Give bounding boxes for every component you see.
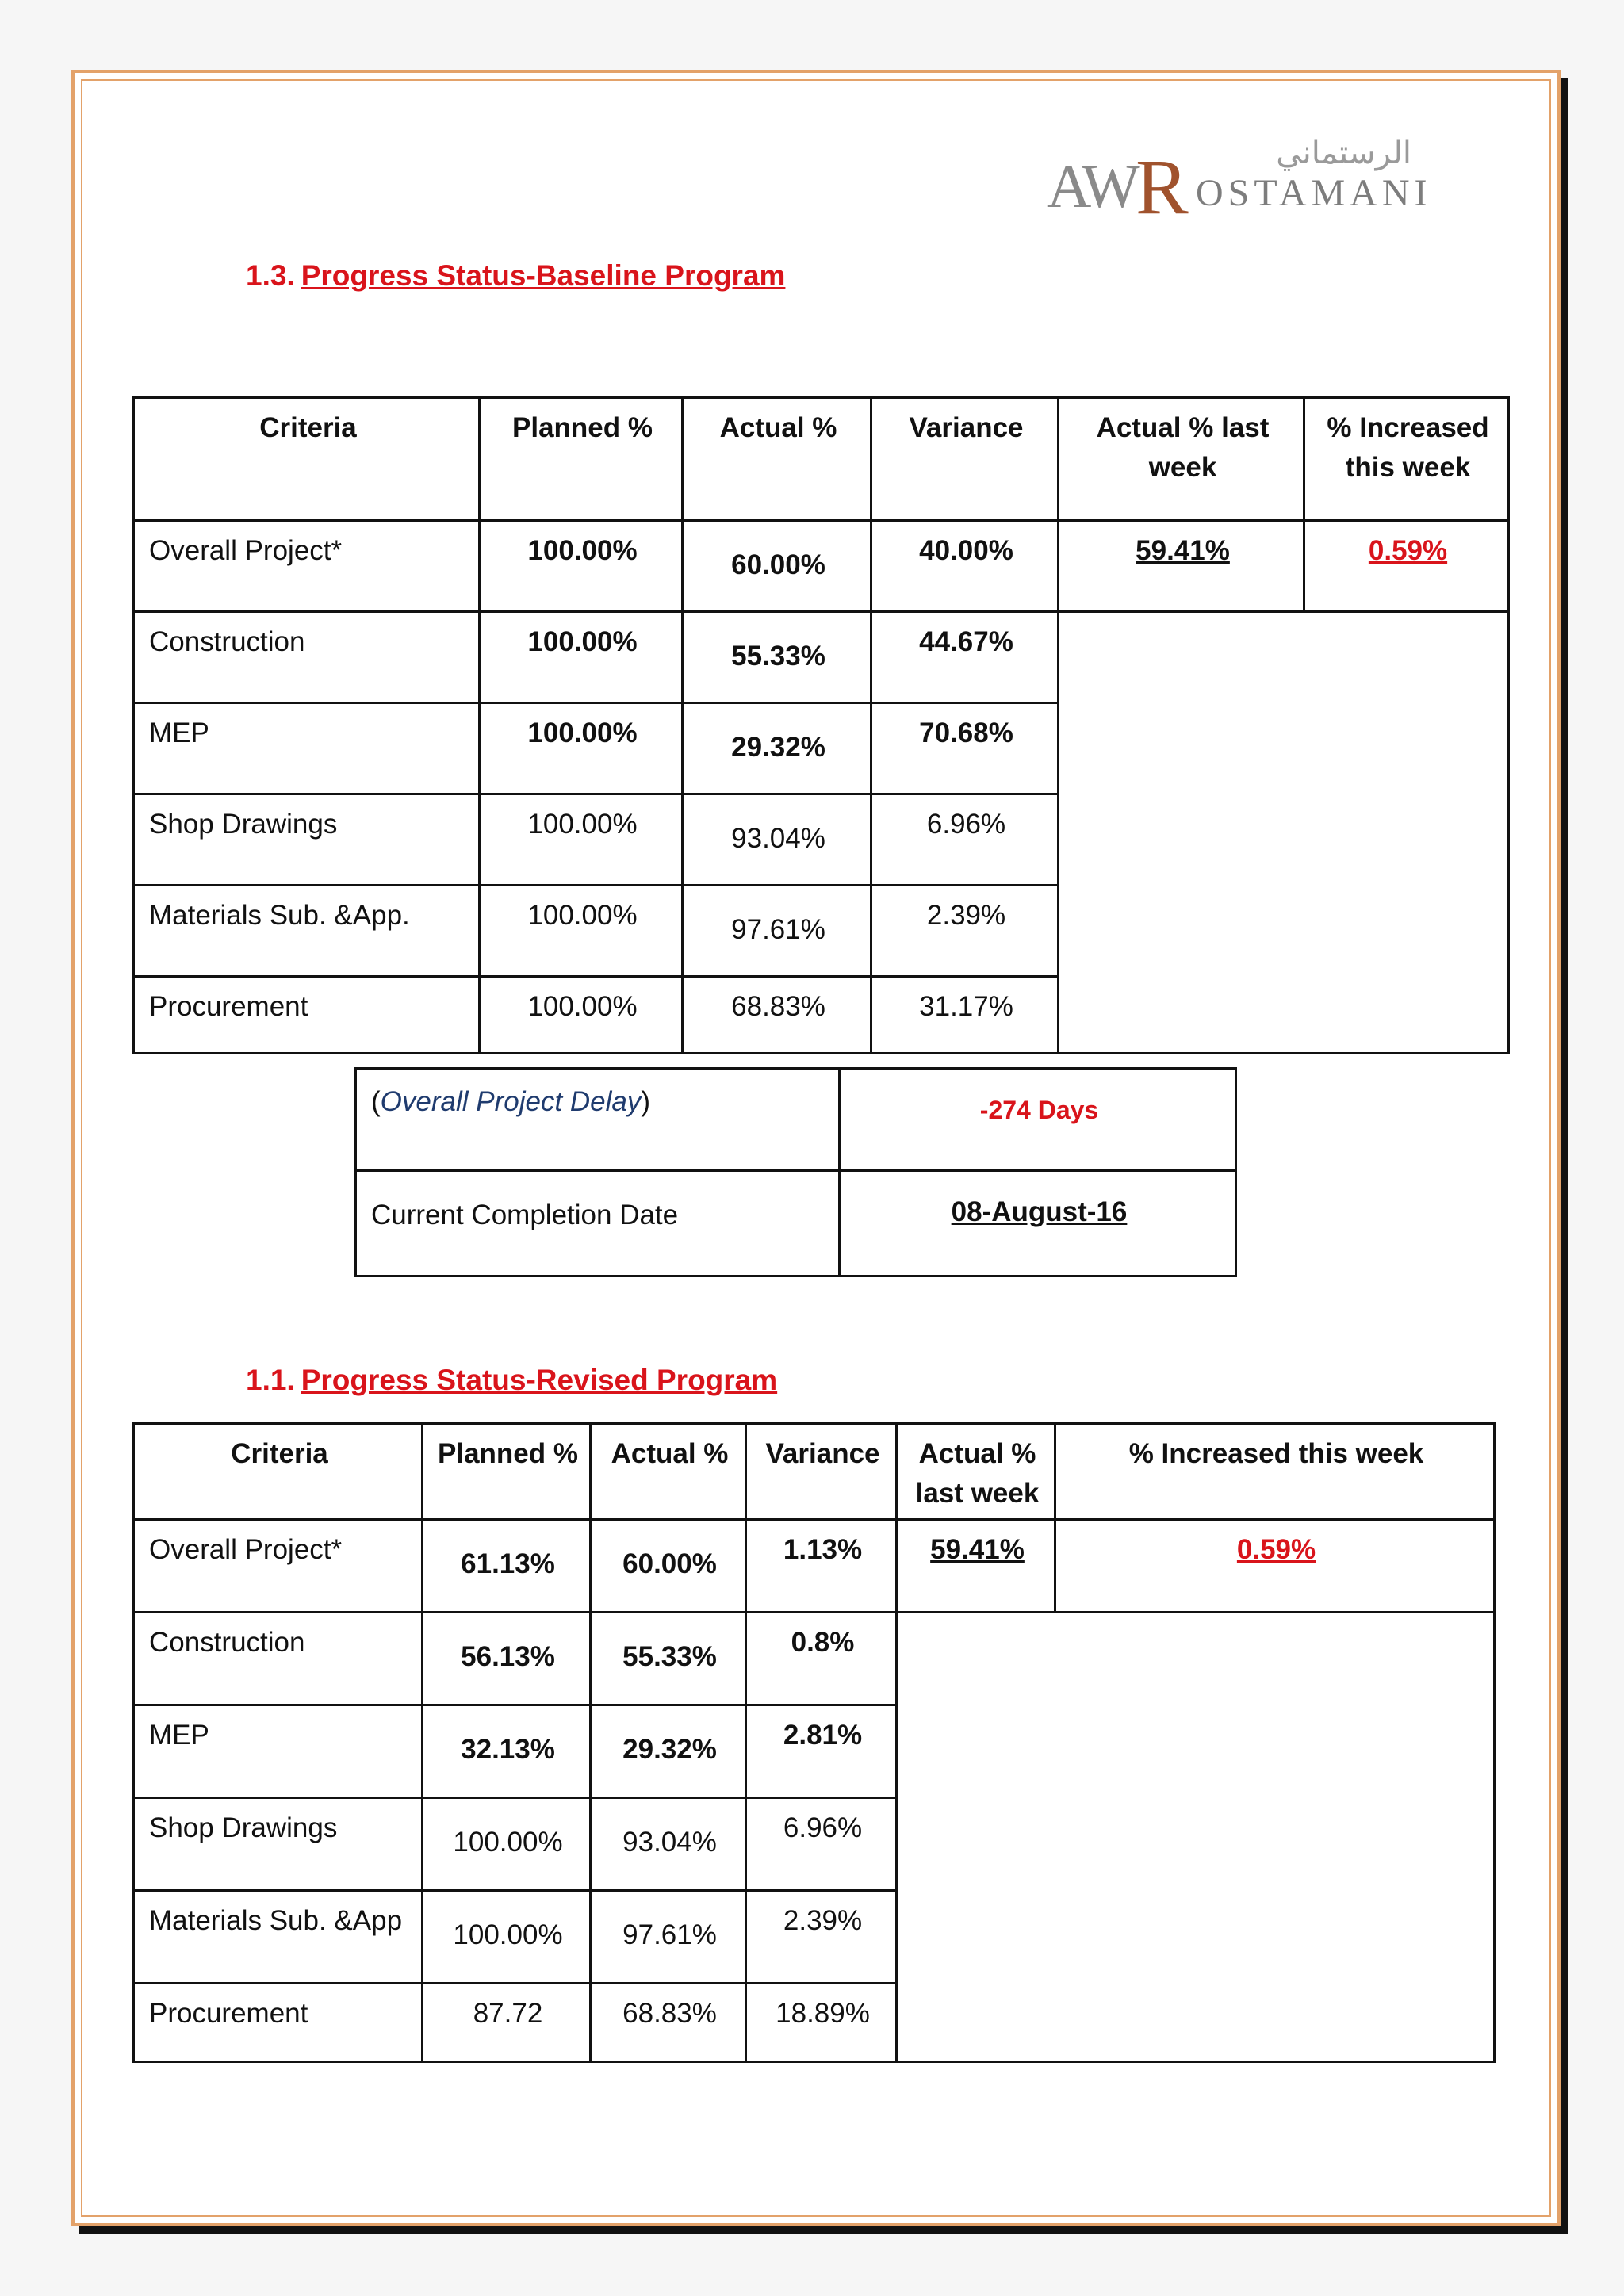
header-increased-this-week: % Increased this week — [1055, 1424, 1495, 1520]
logo-arabic-text: الرستماني — [1276, 135, 1411, 171]
logo-aw: AW — [1047, 151, 1136, 220]
cell-variance: 40.00% — [871, 521, 1059, 612]
baseline-progress-table — [132, 396, 1510, 1054]
cell-increased-this-week: 0.59% — [1055, 1520, 1495, 1613]
table-row — [356, 1171, 1236, 1276]
cell-actual-last-week: 59.41% — [897, 1520, 1055, 1613]
cell-planned: 100.00% — [480, 612, 683, 703]
completion-date: 08-August-16 — [840, 1171, 1236, 1276]
cell-actual: 97.61% — [683, 886, 871, 977]
cell-planned: 100.00% — [423, 1891, 591, 1984]
cell-criteria: Shop Drawings — [134, 794, 480, 886]
header-variance: Variance — [746, 1424, 897, 1520]
header-criteria: Criteria — [134, 398, 480, 521]
section-number: 1.3. — [246, 259, 295, 292]
cell-planned: 61.13% — [423, 1520, 591, 1613]
cell-criteria: Construction — [134, 1613, 423, 1705]
cell-planned: 87.72 — [423, 1984, 591, 2062]
cell-criteria: Construction — [134, 612, 480, 703]
cell-variance: 2.39% — [746, 1891, 897, 1984]
logo-word: OSTAMANI — [1196, 172, 1432, 214]
table-row — [134, 1520, 1495, 1613]
table-row — [356, 1069, 1236, 1171]
table-row — [134, 521, 1509, 612]
header-actual: Actual % — [683, 398, 871, 521]
delay-label-cell — [356, 1069, 840, 1171]
paren-close: ) — [641, 1086, 651, 1117]
cell-increased-this-week: 0.59% — [1304, 521, 1509, 612]
cell-variance: 6.96% — [746, 1798, 897, 1891]
section-title: Progress Status-Baseline Program — [301, 259, 786, 292]
cell-variance: 1.13% — [746, 1520, 897, 1613]
cell-actual: 97.61% — [591, 1891, 746, 1984]
cell-planned: 100.00% — [480, 521, 683, 612]
completion-label: Current Completion Date — [356, 1171, 840, 1276]
table-header-row — [134, 1424, 1495, 1520]
section-heading-baseline — [246, 259, 785, 293]
delay-label: Overall Project Delay — [380, 1086, 642, 1117]
cell-variance: 6.96% — [871, 794, 1059, 886]
cell-actual: 60.00% — [591, 1520, 746, 1613]
company-logo — [1047, 135, 1432, 231]
header-actual: Actual % — [591, 1424, 746, 1520]
cell-actual: 55.33% — [683, 612, 871, 703]
cell-criteria: Procurement — [134, 977, 480, 1054]
header-variance: Variance — [871, 398, 1059, 521]
cell-criteria: MEP — [134, 703, 480, 794]
cell-criteria: Overall Project* — [134, 1520, 423, 1613]
table-header-row — [134, 398, 1509, 521]
cell-actual: 29.32% — [591, 1705, 746, 1798]
header-planned: Planned % — [423, 1424, 591, 1520]
cell-criteria: Materials Sub. &App. — [134, 886, 480, 977]
cell-variance: 18.89% — [746, 1984, 897, 2062]
cell-variance: 2.81% — [746, 1705, 897, 1798]
delay-value: -274 Days — [840, 1069, 1236, 1171]
cell-criteria: MEP — [134, 1705, 423, 1798]
cell-actual: 68.83% — [683, 977, 871, 1054]
cell-planned: 56.13% — [423, 1613, 591, 1705]
cell-actual: 93.04% — [591, 1798, 746, 1891]
cell-actual-last-week: 59.41% — [1059, 521, 1304, 612]
header-planned: Planned % — [480, 398, 683, 521]
section-title: Progress Status-Revised Program — [301, 1364, 778, 1396]
cell-criteria: Materials Sub. &App — [134, 1891, 423, 1984]
cell-planned: 100.00% — [480, 703, 683, 794]
table-row — [134, 612, 1509, 703]
empty-merged-cell — [897, 1613, 1495, 2062]
cell-planned: 100.00% — [480, 794, 683, 886]
cell-variance: 2.39% — [871, 886, 1059, 977]
empty-merged-cell — [1059, 612, 1509, 1054]
cell-planned: 100.00% — [480, 886, 683, 977]
cell-planned: 100.00% — [480, 977, 683, 1054]
header-actual-last-week: Actual % last week — [897, 1424, 1055, 1520]
cell-variance: 0.8% — [746, 1613, 897, 1705]
paren-open: ( — [371, 1086, 381, 1117]
section-heading-revised — [246, 1364, 777, 1397]
section-number: 1.1. — [246, 1364, 295, 1396]
header-increased-this-week: % Increased this week — [1304, 398, 1509, 521]
cell-planned: 32.13% — [423, 1705, 591, 1798]
header-actual-last-week: Actual % last week — [1059, 398, 1304, 521]
cell-actual: 93.04% — [683, 794, 871, 886]
table-row — [134, 1613, 1495, 1705]
cell-criteria: Shop Drawings — [134, 1798, 423, 1891]
cell-variance: 70.68% — [871, 703, 1059, 794]
cell-variance: 31.17% — [871, 977, 1059, 1054]
cell-actual: 55.33% — [591, 1613, 746, 1705]
header-criteria: Criteria — [134, 1424, 423, 1520]
cell-planned: 100.00% — [423, 1798, 591, 1891]
revised-progress-table — [132, 1422, 1496, 2063]
cell-actual: 68.83% — [591, 1984, 746, 2062]
cell-actual: 60.00% — [683, 521, 871, 612]
project-delay-table — [354, 1067, 1237, 1277]
cell-variance: 44.67% — [871, 612, 1059, 703]
cell-criteria: Overall Project* — [134, 521, 480, 612]
cell-criteria: Procurement — [134, 1984, 423, 2062]
cell-actual: 29.32% — [683, 703, 871, 794]
logo-r: R — [1136, 143, 1189, 231]
